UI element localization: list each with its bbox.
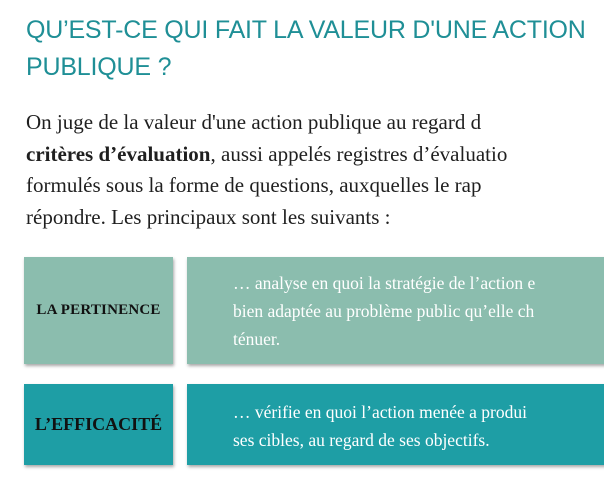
description-line: ténuer. bbox=[233, 329, 281, 349]
intro-line-2-rest: , aussi appelés registres d’évaluatio bbox=[210, 141, 508, 166]
title-line-1: QU’EST-CE QUI FAIT LA VALEUR D'UNE ACTION bbox=[26, 16, 586, 44]
intro-line-4: répondre. Les principaux sont les suivants : bbox=[26, 204, 391, 229]
criterion-description-efficacite bbox=[187, 384, 604, 465]
intro-paragraph bbox=[26, 107, 604, 233]
criteria-emphasis: critères d’évaluation bbox=[26, 141, 211, 166]
criterion-description-pertinence bbox=[187, 257, 604, 364]
intro-line-3: formulés sous la forme de questions, auxquelles le rap bbox=[26, 173, 482, 197]
criterion-label-pertinence: LA PERTINENCE bbox=[24, 257, 173, 364]
description-line: ses cibles, au regard de ses objectifs. bbox=[233, 430, 490, 450]
section-title bbox=[26, 12, 602, 86]
description-line: … analyse en quoi la stratégie de l’action e bbox=[233, 273, 536, 293]
intro-line-2 bbox=[26, 139, 604, 171]
intro-line-1: On juge de la valeur d'une action publique au regard d bbox=[26, 110, 482, 134]
title-line-2: PUBLIQUE ? bbox=[26, 53, 172, 81]
description-line: bien adaptée au problème public qu’elle ch bbox=[233, 301, 535, 321]
description-line: … vérifie en quoi l’action menée a produi bbox=[233, 402, 527, 422]
criterion-label-efficacite: L’EFFICACITÉ bbox=[24, 384, 173, 465]
